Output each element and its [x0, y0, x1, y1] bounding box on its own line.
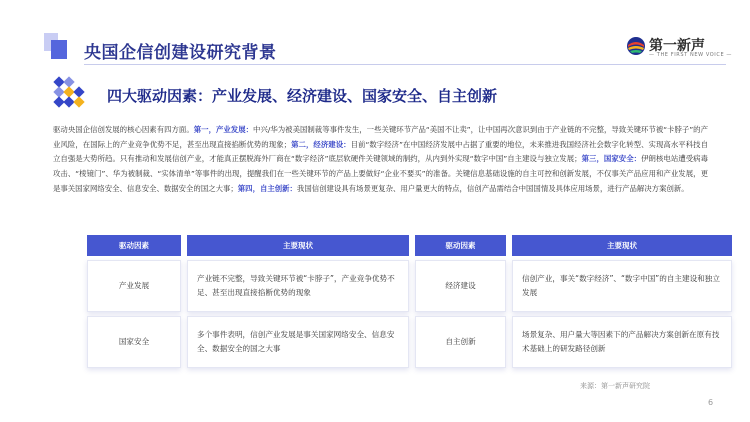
status-cell: 多个事件表明，信创产业发展是事关国家网络安全、信息安全、数据安全的国之大事	[187, 316, 409, 368]
body-segment: 目前“数字经济”在中国经济发展中占据了重要的地位，未来推进我国经济社会数字化转型、实现高水平科技自立自强是大势所趋。只有推动和发展信创产业，才能真正摆脱海外厂商在“数字经济”底层软硬件关键领域的制约，从内到外实现“数字中国”自主建设与独立发展；	[53, 139, 708, 164]
driver-cell: 经济建设	[415, 260, 506, 312]
table-header-row	[87, 235, 732, 256]
brand-name: 第一新声	[649, 38, 705, 54]
header-status: 主要现状	[512, 235, 732, 256]
diamond-cluster-icon	[52, 75, 86, 109]
status-cell: 信创产业，事关“数字经济”、“数字中国”的自主建设和独立发展	[512, 260, 732, 312]
body-segment: 我国信创建设具有场景更复杂、用户量更大的特点，信创产品需结合中国国情及具体应用场景，进行产品解决方案创新。	[296, 183, 689, 193]
body-segment: 伊朗核电站遭受病毒攻击、“棱镜门”、华为被制裁、“实体清单”等事件的出现，提醒我们在一些关键环节的产品上要做好“企业不要买”的准备。关键信息基础设施的自主可控和创新发展，不仅事关产品应用和产业发展，更是事关国家网络安全、信息安全、数据安全的国之大事；	[53, 154, 708, 193]
source-note: 来源：第一新声研究院	[580, 382, 650, 390]
body-paragraph	[53, 123, 708, 197]
driver-cell: 自主创新	[415, 316, 506, 368]
body-keyword: 第二，经济建设：	[291, 139, 351, 149]
body-keyword: 第三，国家安全：	[581, 154, 642, 164]
header-divider	[84, 64, 726, 65]
status-cell: 场景复杂、用户量大等因素下的产品解决方案创新在原有技术基础上的研发路径创新	[512, 316, 732, 368]
body-segment: 中兴/华为被美国制裁等事件发生，一些关键环节产品“美国不让卖”，让中国再次意识到由于产业链的不完整，导致关键环节被“卡脖子”的产业风险，在国际上的产业竞争优势不足，甚至出现直接掐断优势的现象；	[53, 125, 708, 149]
page-title: 央国企信创建设研究背景	[84, 43, 277, 63]
title-decoration-front	[51, 40, 67, 59]
driver-cell: 产业发展	[87, 260, 181, 312]
header-status: 主要现状	[187, 235, 409, 256]
brand-logo	[626, 32, 733, 62]
body-segment: 驱动央国企信创发展的核心因素有四方面。	[53, 125, 194, 134]
table-row	[87, 260, 732, 312]
drivers-table	[81, 231, 738, 372]
brand-logo-icon	[626, 36, 646, 56]
header-driver: 驱动因素	[415, 235, 506, 256]
brand-subtitle: — THE FIRST NEW VOICE —	[649, 52, 733, 58]
section-subtitle: 四大驱动因素：产业发展、经济建设、国家安全、自主创新	[107, 87, 498, 105]
body-keyword: 第四，自主创新：	[237, 183, 297, 193]
driver-cell: 国家安全	[87, 316, 181, 368]
header-driver: 驱动因素	[87, 235, 181, 256]
status-cell: 产业链不完整，导致关键环节被“卡脖子”，产业竞争优势不足、甚至出现直接掐断优势的现象	[187, 260, 409, 312]
table-row	[87, 316, 732, 368]
page-number: 6	[708, 398, 714, 407]
body-keyword: 第一，产业发展：	[193, 125, 254, 134]
